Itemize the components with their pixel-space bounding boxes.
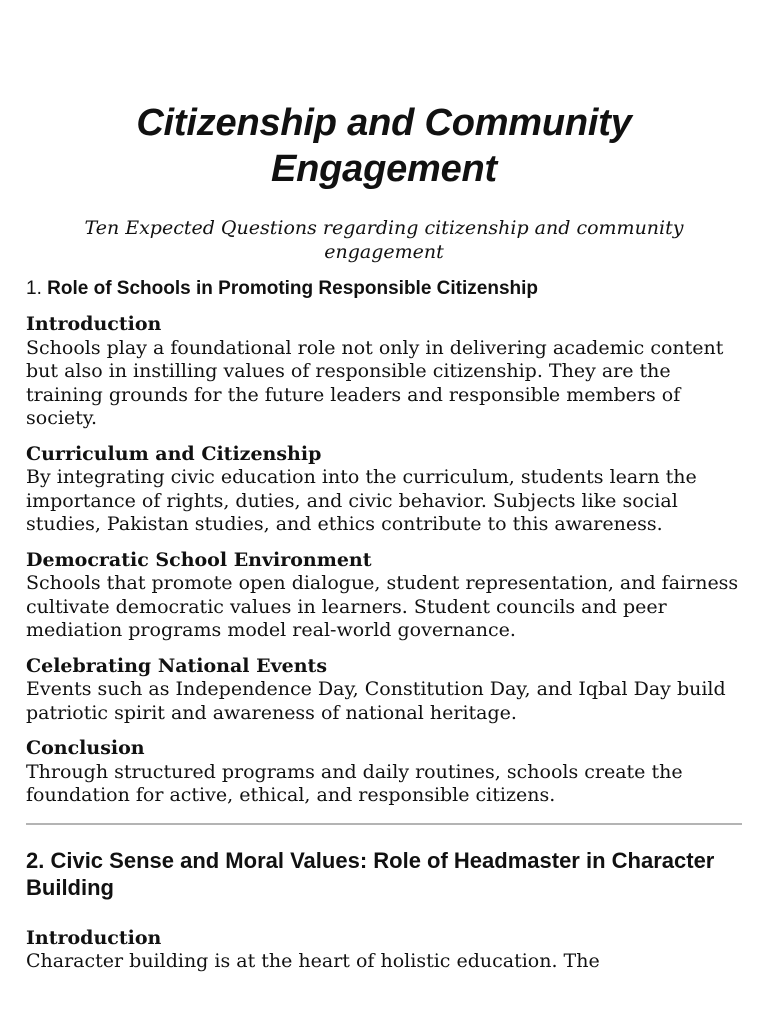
section-heading: Conclusion [26,737,145,759]
q2-section-introduction [26,927,742,974]
section-heading: Celebrating National Events [26,654,328,677]
section-heading: Curriculum and Citizenship [26,442,322,465]
q1-section-national-events [26,655,742,726]
section-paragraph: Through structured programs and daily routines, schools create the foundation for active, ethical, and responsible citizens. [26,760,683,806]
q1-section-democratic-environment [26,549,742,643]
section-divider [26,823,742,825]
document-subtitle: Ten Expected Questions regarding citizenship and community engagement [84,217,684,263]
section-heading: Introduction [26,926,162,949]
section-paragraph: Schools that promote open dialogue, student representation, and fairness cultivate democratic values in learners. Student councils and peer mediation programs model real-world governance. [26,572,739,641]
q1-section-curriculum [26,443,742,537]
question-2-title: 2. Civic Sense and Moral Values: Role of Headmaster in Character Building [26,847,715,900]
document-title: Citizenship and Community Engagement [136,102,632,190]
q1-section-introduction [26,313,742,431]
section-paragraph: By integrating civic education into the curriculum, students learn the importance of rights, duties, and civic behavior. Subjects like social studies, Pakistan studies, and ethics contribute to this awareness. [26,466,697,535]
question-1-heading [26,277,742,301]
question-1-number: 1. [26,278,42,299]
q1-section-conclusion [26,737,742,808]
document-page [26,0,742,974]
section-paragraph: Events such as Independence Day, Constitution Day, and Iqbal Day build patriotic spirit and awareness of national heritage. [26,678,726,724]
section-paragraph: Schools play a foundational role not only in delivering academic content but also in instilling values of responsible citizenship. They are the training grounds for the future leaders and responsible members of society. [26,336,724,429]
section-heading: Democratic School Environment [26,548,372,571]
section-heading: Introduction [26,313,162,335]
question-1-title: Role of Schools in Promoting Responsible Citizenship [47,278,539,299]
section-paragraph: Character building is at the heart of holistic education. The [26,950,600,972]
